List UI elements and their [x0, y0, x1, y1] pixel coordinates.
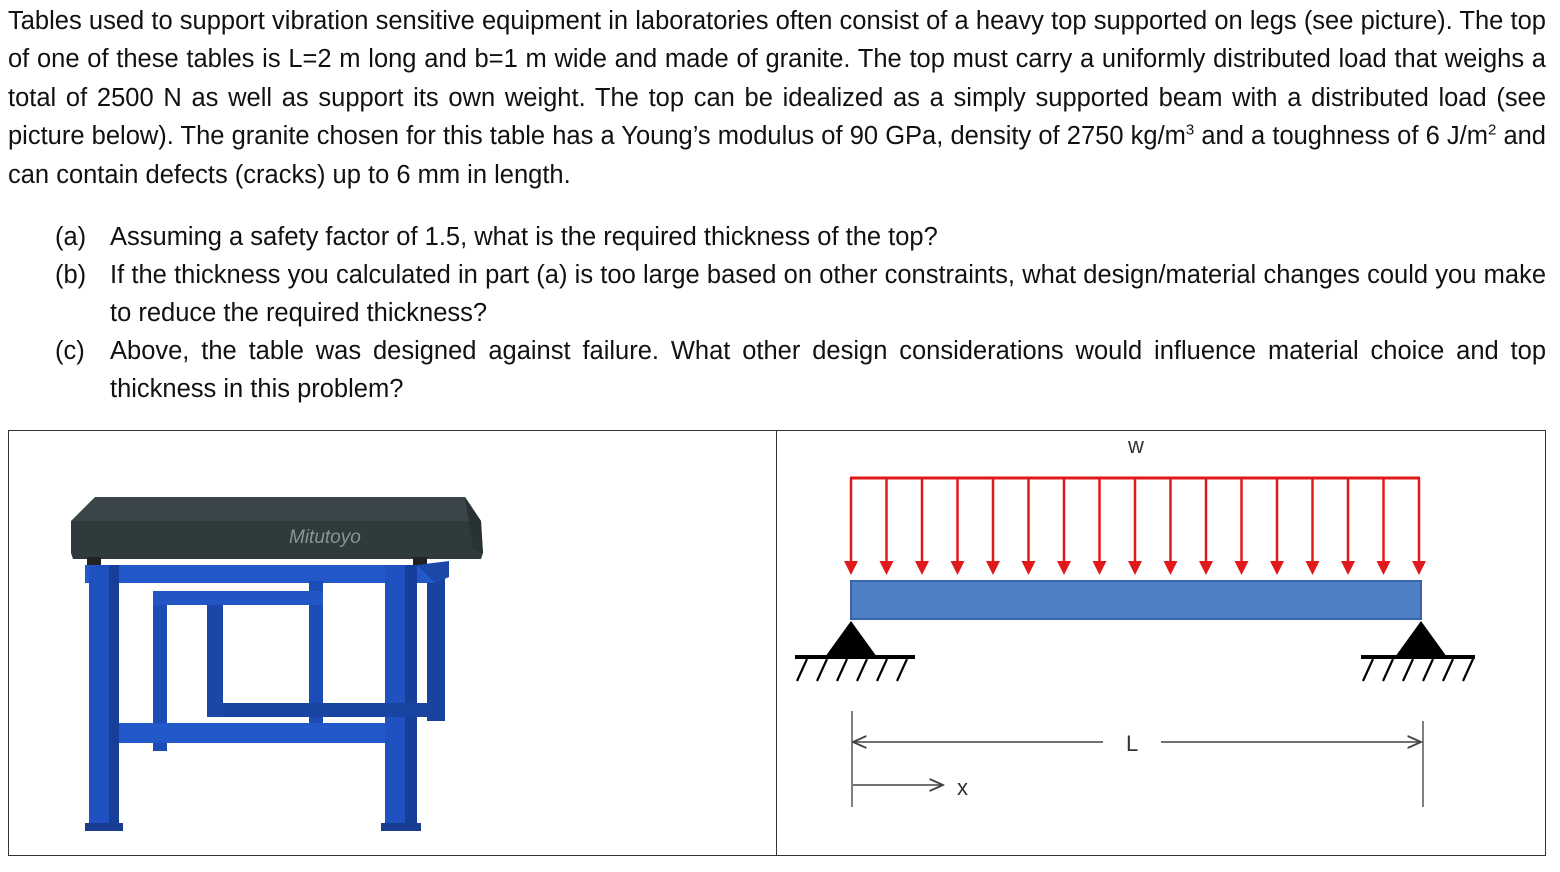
table-leg-back	[207, 597, 223, 717]
brand-logo: Mitutoyo	[289, 527, 361, 548]
granite-top-front	[71, 521, 483, 559]
intro-text-2: and a toughness of 6 J/m	[1194, 122, 1488, 151]
question-text: Assuming a safety factor of 1.5, what is the required thickness of the top?	[110, 223, 938, 251]
load-arrow-head	[951, 561, 965, 575]
load-arrow-head	[1412, 561, 1426, 575]
ground-hatch-right	[1363, 659, 1473, 681]
load-arrow-head	[986, 561, 1000, 575]
load-arrow-head	[1057, 561, 1071, 575]
crossbar-upper	[153, 591, 323, 605]
figure-table	[8, 430, 1546, 856]
granite-table-illustration	[9, 431, 775, 855]
crossbar-lower	[119, 723, 385, 743]
beam-diagram-cell	[777, 431, 1545, 855]
foot-pad	[85, 823, 123, 831]
table-photo-cell	[9, 431, 777, 855]
pin-support-right	[1395, 621, 1447, 657]
question-c	[8, 332, 1546, 408]
question-label: (a)	[55, 223, 87, 251]
load-arrow-head	[1341, 561, 1355, 575]
question-text: Above, the table was designed against failure. What other design considerations would influence material choice and top thickness in this problem?	[110, 337, 1546, 403]
granite-top-surface	[71, 497, 481, 521]
load-arrow-head	[1270, 561, 1284, 575]
question-a	[8, 218, 1546, 256]
load-arrow-head	[915, 561, 929, 575]
density-exponent: 3	[1185, 121, 1195, 139]
question-label: (c)	[55, 337, 85, 365]
load-arrow-head	[880, 561, 894, 575]
leg-shadow	[405, 565, 417, 827]
question-b	[8, 256, 1546, 332]
question-text: If the thickness you calculated in part (a) is too large based on other constraints, what design/material changes could you make to reduce the required thickness?	[110, 261, 1546, 327]
intro-text-3: and can contain defects (cracks) up to 6 mm in length.	[8, 122, 1546, 189]
leg-shadow	[109, 565, 119, 827]
beam-diagram	[777, 431, 1545, 855]
intro-text-1: Tables used to support vibration sensitive equipment in laboratories often consist of a heavy top supported on legs (see picture). The top of one of these tables is L=2 m long and b=1 m wide and made of granite. The top must carry a uniformly distributed load that weighs a total of 2500 N as well as support its own weight. The top can be idealized as a simply supported beam with a distributed load (see picture below). The granite chosen for this table has a Young’s modulus of 90 GPa, density of 2750 kg/m	[8, 7, 1546, 151]
pin-support-left	[825, 621, 877, 657]
ground-hatch-left	[797, 659, 907, 681]
load-arrow-head	[1164, 561, 1178, 575]
question-list	[8, 218, 1546, 408]
load-arrow-head	[1235, 561, 1249, 575]
load-arrow-head	[1093, 561, 1107, 575]
toughness-exponent: 2	[1487, 121, 1497, 139]
table-leg-back	[427, 571, 445, 721]
question-label: (b)	[55, 261, 87, 289]
load-arrow-head	[1199, 561, 1213, 575]
load-arrow-head	[844, 561, 858, 575]
frame-rail	[85, 565, 435, 583]
beam	[851, 581, 1421, 619]
load-label: w	[1128, 433, 1144, 458]
load-arrow-head	[1377, 561, 1391, 575]
crossbar-back	[223, 703, 427, 717]
load-arrow-head	[1306, 561, 1320, 575]
load-arrows	[844, 478, 1426, 575]
x-label: x	[957, 775, 968, 800]
problem-statement	[8, 2, 1546, 194]
length-label: L	[1126, 731, 1139, 756]
load-arrow-head	[1128, 561, 1142, 575]
load-arrow-head	[1022, 561, 1036, 575]
foot-pad	[381, 823, 421, 831]
